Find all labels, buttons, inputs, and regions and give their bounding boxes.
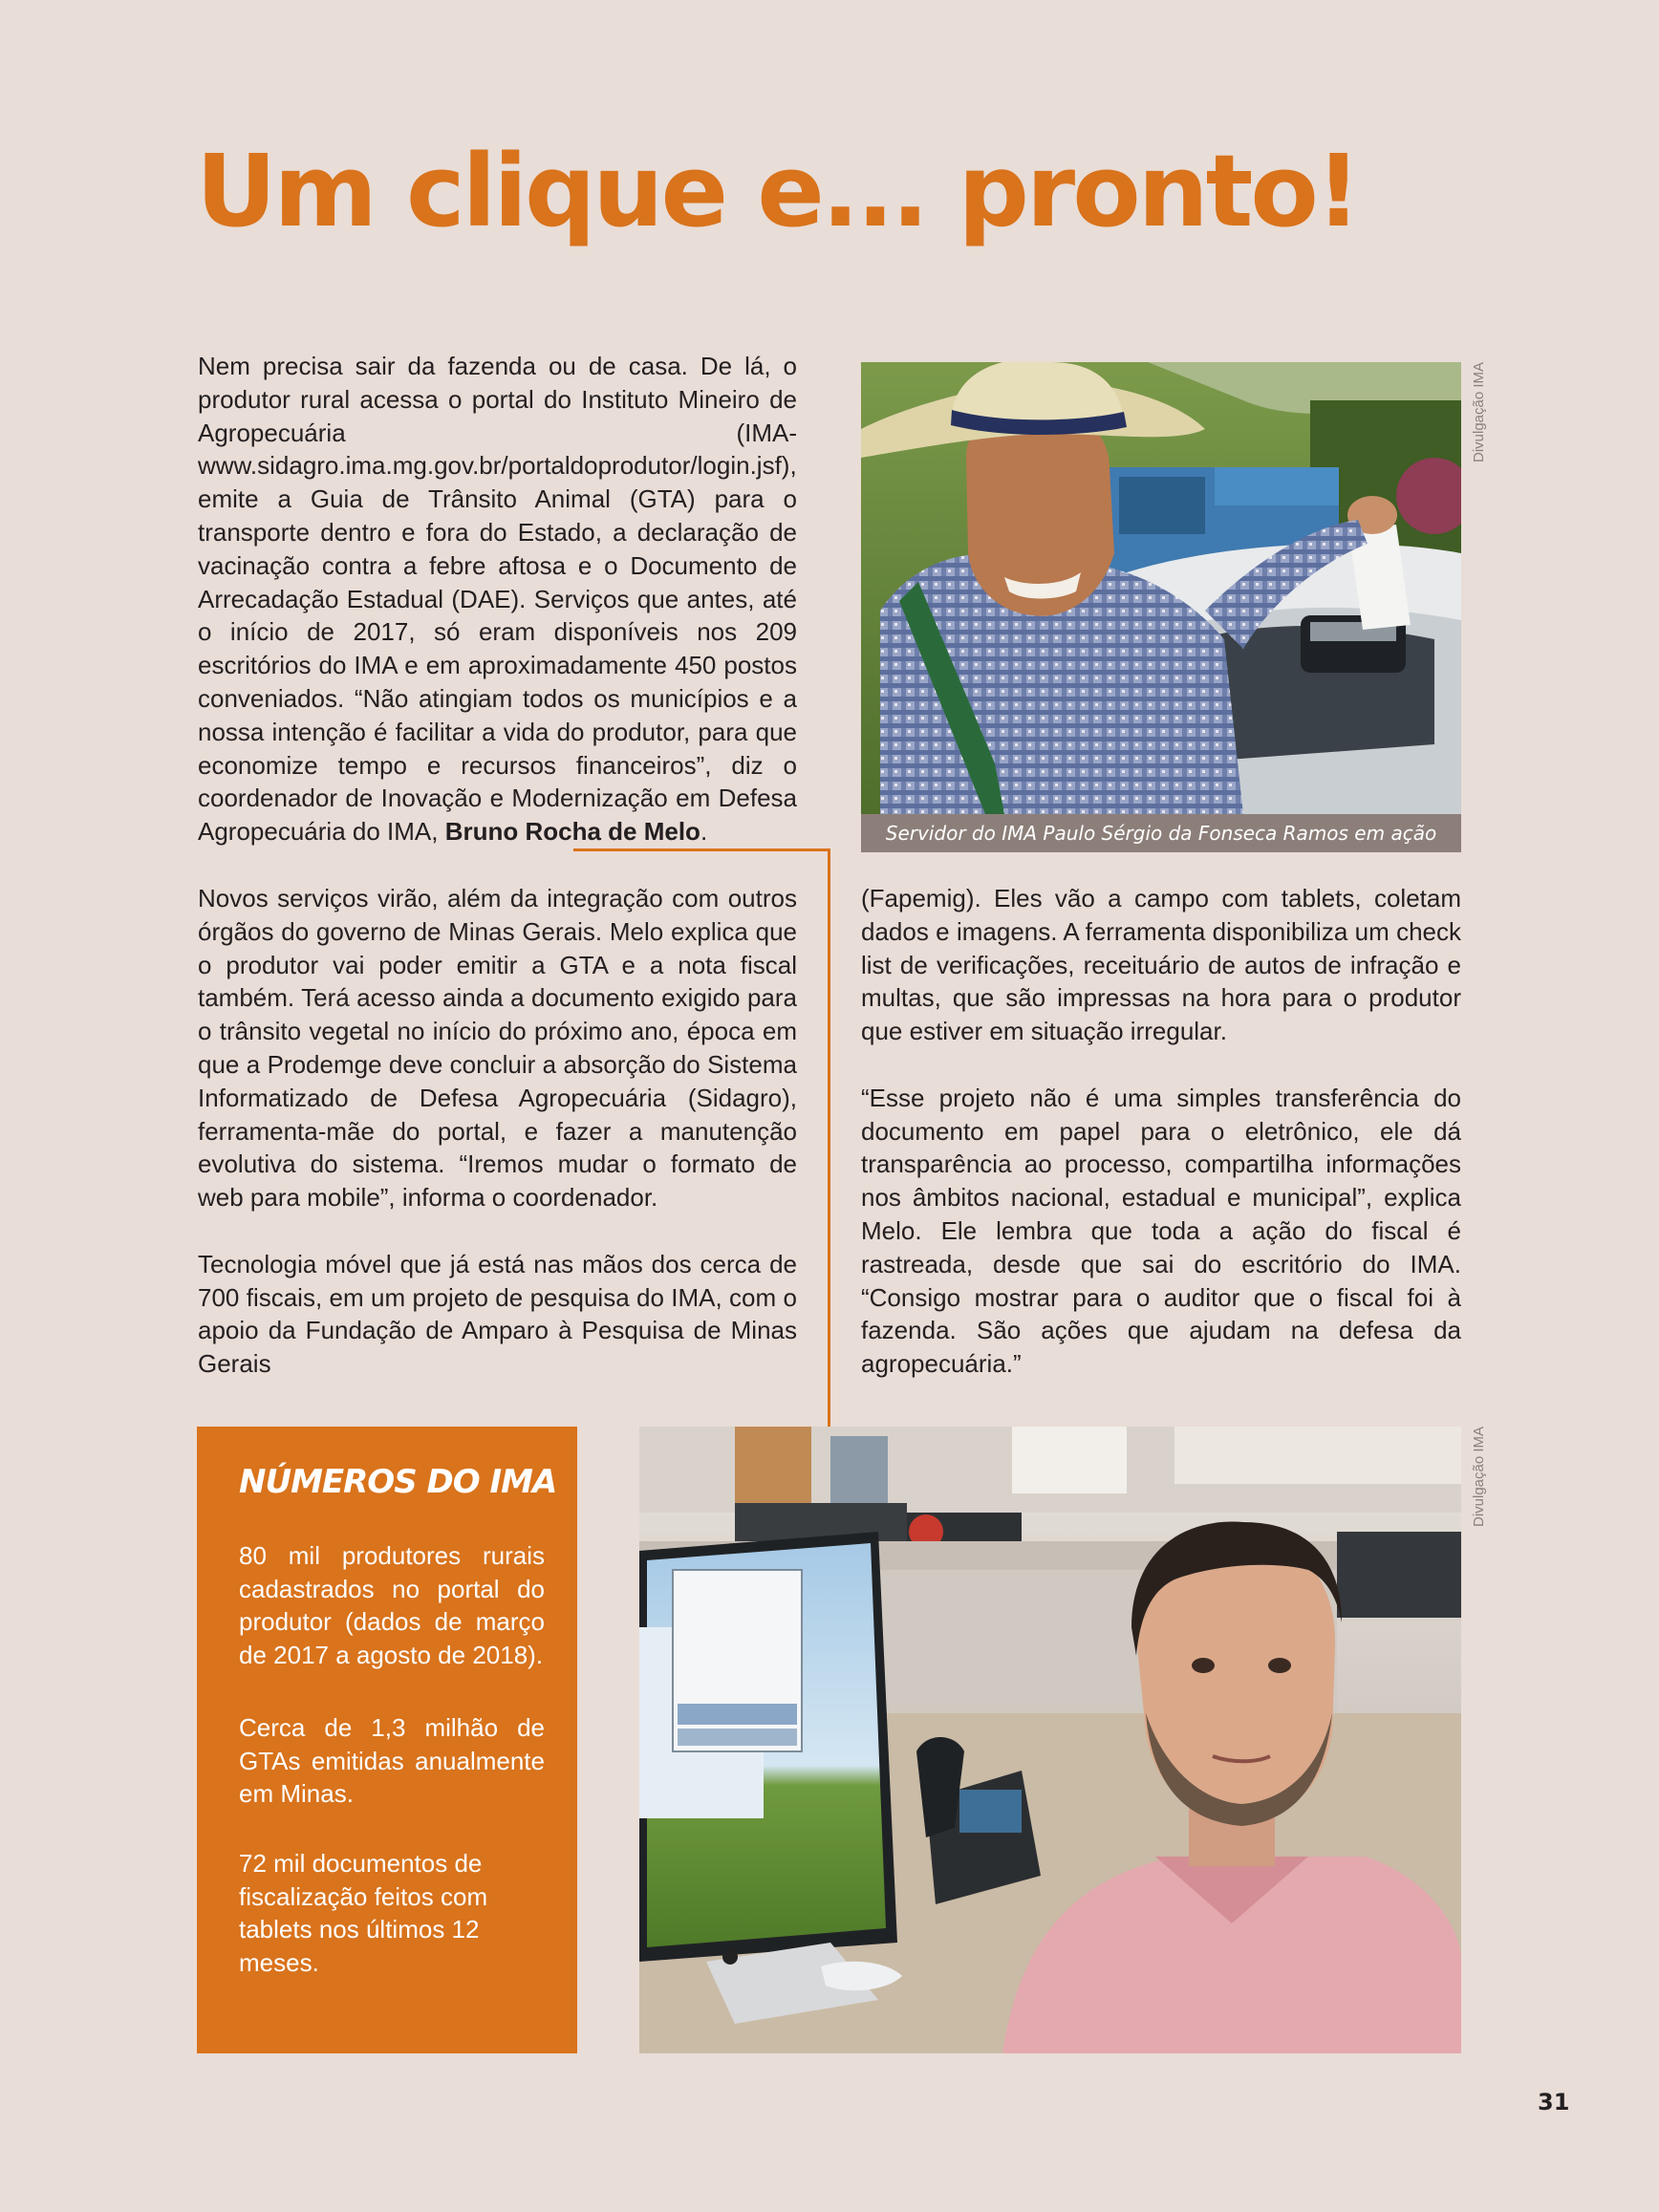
stats-box-title: NÚMEROS DO IMA	[239, 1463, 557, 1501]
photo-credit: Divulgação IMA	[1471, 361, 1487, 462]
accent-line-vertical	[828, 848, 830, 1498]
photo-credit: Divulgação IMA	[1471, 1426, 1487, 1527]
article-column-left-bottom	[198, 882, 797, 1381]
article-column-right	[861, 882, 1461, 1381]
article-column-left-top	[198, 350, 797, 848]
stats-item: Cerca de 1,3 milhão de GTAs emitidas anualmente em Minas.	[239, 1713, 545, 1808]
stats-item: 80 mil produtores rurais cadastrados no portal do produtor (dados de março de 2017 a agosto de 2018).	[239, 1541, 545, 1669]
page-number: 31	[1538, 2089, 1570, 2115]
paragraph-intro	[198, 350, 797, 848]
accent-line-horizontal	[573, 848, 830, 851]
photo-caption: Servidor do IMA Paulo Sérgio da Fonseca Ramos em ação	[861, 814, 1461, 852]
paragraph-mobile-tech: Tecnologia móvel que já está nas mãos dos cerca de 700 fiscais, em um projeto de pesquisa do IMA, com o apoio da Fundação de Amparo à Pesquisa de Minas Gerais	[198, 1249, 797, 1379]
paragraph-fapemig: (Fapemig). Eles vão a campo com tablets, coletam dados e imagens. A ferramenta disponibiliza um check list de verificações, receituário de autos de infração e multas, que são impressas na hora para o produtor que estiver em situação irregular.	[861, 884, 1461, 1046]
stats-item: 72 mil documentos de fiscalização feitos com tablets nos últimos 12 meses.	[239, 1849, 488, 1977]
coordinator-name: Bruno Rocha de Melo	[444, 817, 700, 847]
paragraph-new-services: Novos serviços virão, além da integração com outros órgãos do governo de Minas Gerais. Melo explica que o produtor vai poder emitir a GTA e a nota fiscal também. Terá acesso ainda a documento exigido para o trânsito vegetal no início do próximo ano, época em que a Prodemge deve concluir a absorção do Sistema Informatizado de Defesa Agropecuária (Sidagro), ferramenta-mãe do portal, e fazer a manutenção evolutiva do sistema. “Iremos mudar o formato de web para mobile”, informa o coordenador.	[198, 884, 797, 1213]
stats-box	[197, 1427, 577, 2053]
photo-field-officer	[861, 362, 1461, 814]
paragraph-intro-end: .	[700, 817, 708, 847]
article-title: Um clique e... pronto!	[196, 133, 1359, 249]
paragraph-intro-text: Nem precisa sair da fazenda ou de casa. De lá, o produtor rural acessa o portal do Instituto Mineiro de Agropecuária (IMA-www.sidagro.ima.mg.gov.br/portaldoprodutor/login.jsf), emite a Guia de Trânsito Animal (GTA) para o transporte dentro e fora do Estado, a declaração de vacinação contra a febre aftosa e o Documento de Arrecadação Estadual (DAE). Serviços que antes, até o início de 2017, só eram disponíveis nos 209 escritórios do IMA e em aproximadamente 450 postos conveniados. “Não atingiam todos os municípios e a nossa intenção é facilitar a vida do produtor, para que economize tempo e recursos financeiros”, diz o coordenador de Inovação e Modernização em Defesa Agropecuária do IMA,	[198, 352, 797, 847]
photo-office-coordinator	[639, 1427, 1461, 2053]
paragraph-quote: “Esse projeto não é uma simples transferência do documento em papel para o eletrônico, ele dá transparência ao processo, compartilha informações nos âmbitos nacional, estadual e municipal”, explica Melo. Ele lembra que toda a ação do fiscal é rastreada, desde que sai do escritório do IMA. “Consigo mostrar para o auditor que o fiscal foi à fazenda. São ações que ajudam na defesa da agropecuária.”	[861, 1083, 1461, 1379]
